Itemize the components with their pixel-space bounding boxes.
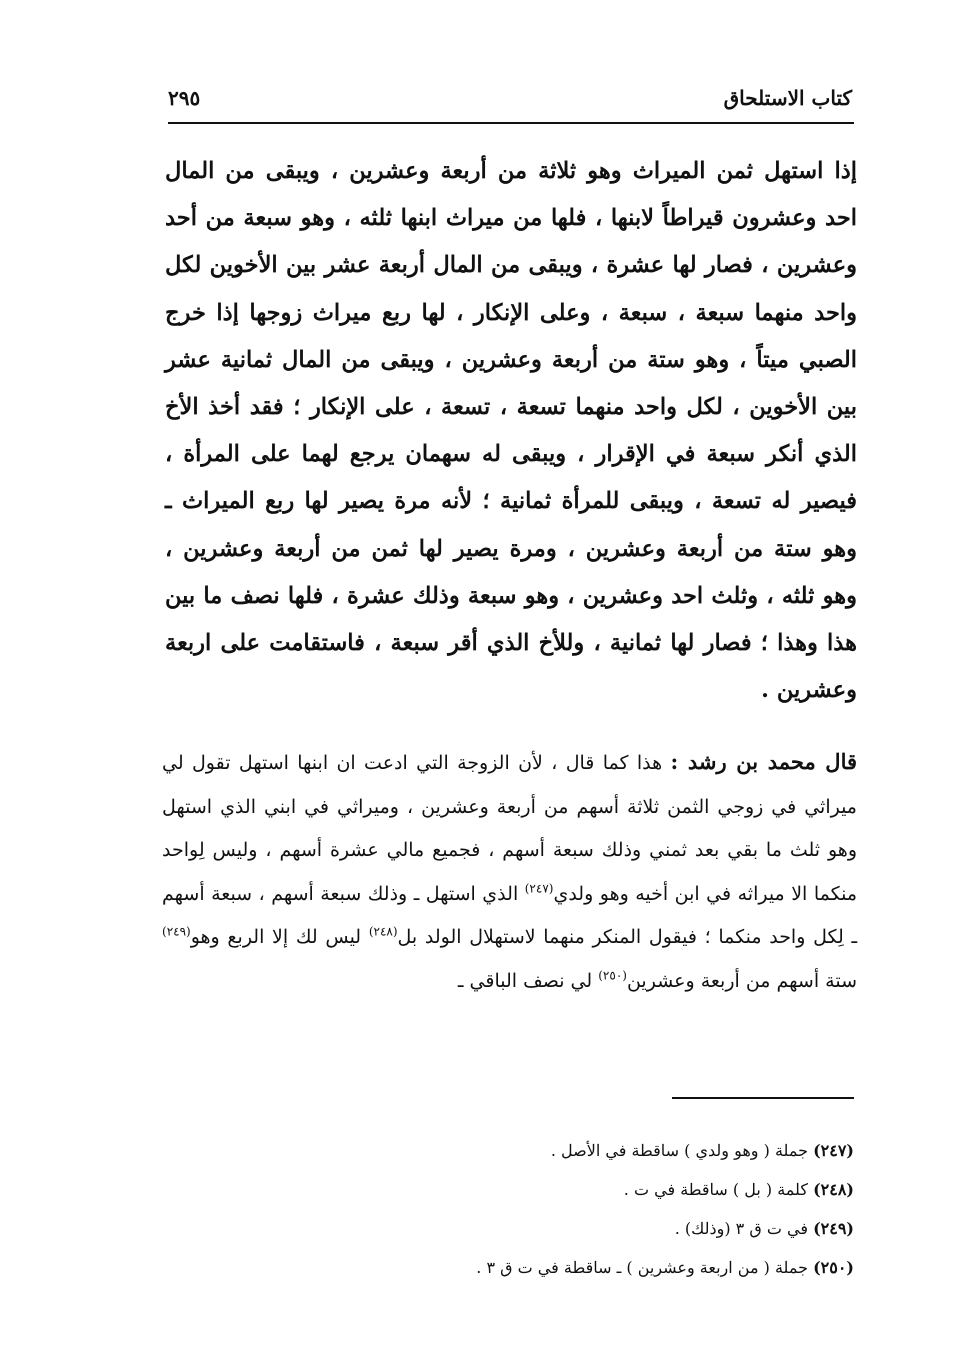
footnote-number: (٢٤٩) — [813, 1219, 854, 1238]
main-text-block — [165, 148, 857, 714]
footnote-ref-250: (٢٥٠) — [598, 968, 627, 983]
footnote-ref-247: (٢٤٧) — [524, 881, 554, 896]
footnote-250 — [360, 1248, 854, 1287]
footnote-number: (٢٤٨) — [813, 1180, 854, 1199]
footnote-248 — [360, 1170, 854, 1209]
commentary-text-2: الذي استهل ـ وذلك سبعة أسهم ، سبعة أسهم ـ لِكل واحد منكما ؛ فيقول المنكر منهما لاستهلال الولد بل — [162, 882, 858, 949]
commentary-text-3: ليس لك إلا الربع وهو — [190, 926, 362, 949]
commentary-text-1: هذا كما قال ، لأن الزوجة التي ادعت ان ابنها استهل تقول لي ميراثي في زوجي الثمن ثلاثة أسهم من أربعة وعشرين ، وميراثي في ابني الذي استهل وهو ثلث ما بقي بعد ثمني وذلك سبعة أسهم ، فجميع مالي عشرة أسهم ، وليس لِواحد منكما الا ميراثه في ابن أخيه وهو ولدي — [162, 752, 857, 905]
footnote-separator — [672, 1097, 854, 1099]
footnote-text: في ت ق ٣ (وذلك) . — [674, 1219, 808, 1238]
commentary-text-4: ستة أسهم من أربعة وعشرين — [626, 969, 857, 992]
footnote-ref-248: (٢٤٨) — [368, 925, 398, 940]
header-rule — [168, 122, 854, 124]
page-header — [168, 86, 852, 116]
footnote-number: (٢٤٧) — [813, 1141, 854, 1160]
footnote-249 — [360, 1209, 854, 1248]
main-paragraph: إذا استهل ثمن الميراث وهو ثلاثة من أربعة وعشرين ، ويبقى من المال احد وعشرون قيراطاً لابنها ، فلها من ميراث ابنها ثلثه ، وهو سبعة من أحد وعشرين ، فصار لها عشرة ، ويبقى من المال أربعة عشر بين الأخوين لكل واحد منهما سبعة ، سبعة ، وعلى الإنكار ، لها ربع ميراث زوجها إذا خرج الصبي ميتاً ، وهو ستة من أربعة وعشرين ، ويبقى من المال ثمانية عشر بين الأخوين ، لكل واحد منهما تسعة ، تسعة ، على الإنكار ؛ فقد أخذ الأخ الذي أنكر سبعة في الإقرار ، ويبقى له سهمان يرجع لهما على المرأة ، فيصير له تسعة ، ويبقى للمرأة ثمانية ؛ لأنه مرة يصير لها ربع الميراث ـ وهو ستة من أربعة وعشرين ، ومرة يصير لها ثمن من أربعة وعشرين ، وهو ثلثه ، وثلث احد وعشرين ، وهو سبعة وذلك عشرة ، فلها نصف ما بين هذا وهذا ؛ فصار لها ثمانية ، وللأخ الذي أقر سبعة ، فاستقامت على اربعة وعشرين . — [165, 158, 857, 704]
footnotes-block — [360, 1131, 854, 1287]
commentary-paragraph — [162, 740, 857, 1004]
commentary-speaker: قال محمد بن رشد : — [670, 749, 858, 774]
commentary-block — [162, 740, 857, 1004]
footnote-247 — [360, 1131, 854, 1170]
footnote-text: كلمة ( بل ) ساقطة في ت . — [623, 1180, 808, 1199]
footnote-text: جملة ( من اربعة وعشرين ) ـ ساقطة في ت ق ٣ . — [476, 1258, 808, 1277]
running-title: كتاب الاستلحاق — [723, 86, 852, 110]
page-number: ٢٩٥ — [168, 86, 201, 110]
footnote-ref-249: (٢٤٩) — [162, 925, 191, 940]
footnote-number: (٢٥٠) — [813, 1258, 854, 1277]
commentary-text-5: لي نصف الباقي ـ — [457, 969, 593, 992]
footnote-text: جملة ( وهو ولدي ) ساقطة في الأصل . — [550, 1141, 808, 1160]
